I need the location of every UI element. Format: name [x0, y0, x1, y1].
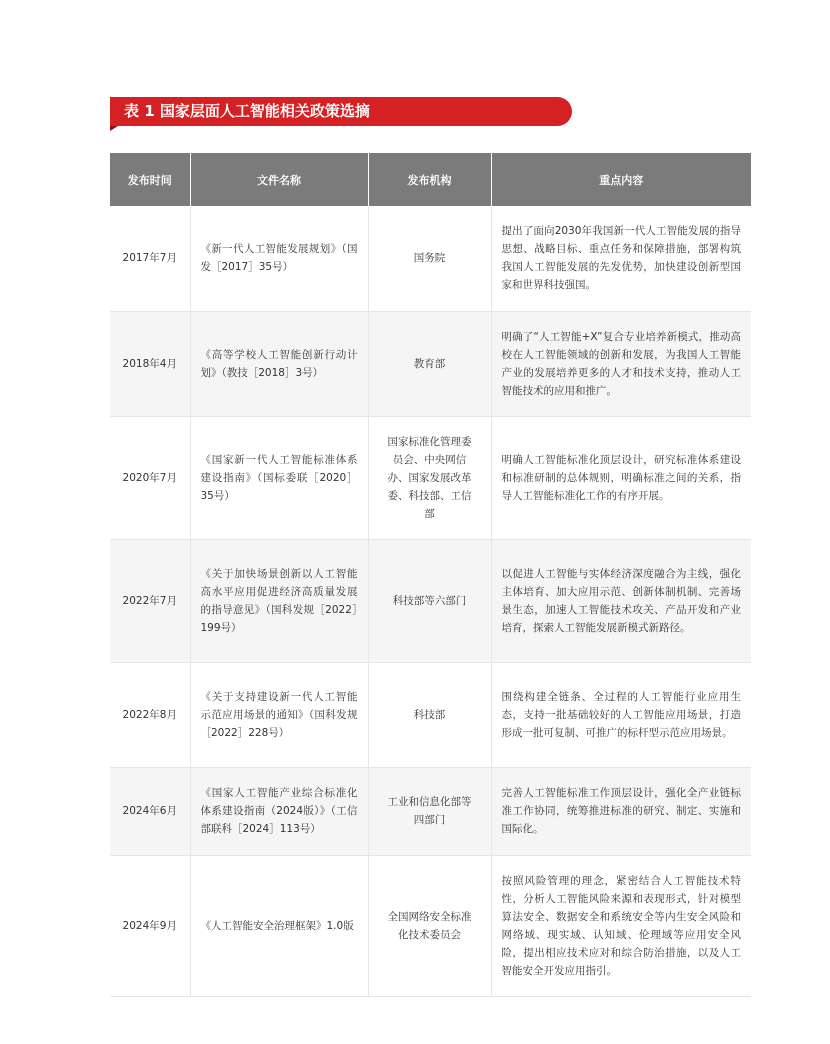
cell-issuing-agency: 国家标准化管理委员会、中央网信办、国家发展改革委、科技部、工信部 [368, 416, 491, 539]
header-row [110, 153, 751, 206]
cell-document-name: 《国家新一代人工智能标准体系建设指南》（国标委联［2020］35号） [190, 416, 368, 539]
cell-date: 2018年4月 [110, 311, 190, 416]
cell-issuing-agency: 全国网络安全标准化技术委员会 [368, 855, 491, 996]
table-row [110, 311, 751, 416]
cell-document-name: 《高等学校人工智能创新行动计划》（教技［2018］3号） [190, 311, 368, 416]
cell-document-name: 《关于支持建设新一代人工智能示范应用场景的通知》（国科发规［2022］228号） [190, 662, 368, 767]
cell-key-content: 围绕构建全链条、全过程的人工智能行业应用生态，支持一批基础较好的人工智能应用场景，打造形成一批可复制、可推广的标杆型示范应用场景。 [491, 662, 751, 767]
cell-key-content: 提出了面向2030年我国新一代人工智能发展的指导思想、战略目标、重点任务和保障措施，部署构筑我国人工智能发展的先发优势，加快建设创新型国家和世界科技强国。 [491, 206, 751, 311]
table-row [110, 767, 751, 855]
cell-document-name: 《国家人工智能产业综合标准化体系建设指南（2024版）》（工信部联科［2024］113号） [190, 767, 368, 855]
cell-key-content: 明确了“人工智能+X”复合专业培养新模式，推动高校在人工智能领域的创新和发展，为我国人工智能产业的发展培养更多的人才和技术支持，推动人工智能技术的应用和推广。 [491, 311, 751, 416]
table-title: 表 1 国家层面人工智能相关政策选摘 [124, 102, 370, 120]
table-row [110, 416, 751, 539]
cell-document-name: 《关于加快场景创新以人工智能高水平应用促进经济高质量发展的指导意见》（国科发规［2022］199号） [190, 539, 368, 662]
cell-issuing-agency: 科技部 [368, 662, 491, 767]
cell-key-content: 按照风险管理的理念，紧密结合人工智能技术特性，分析人工智能风险来源和表现形式，针对模型算法安全、数据安全和系统安全等内生安全风险和网络域、现实域、认知域、伦理域等应用安全风险，提出相应技术应对和综合防治措施，以及人工智能安全开发应用指引。 [491, 855, 751, 996]
table-row [110, 206, 751, 311]
table-row [110, 662, 751, 767]
cell-date: 2024年6月 [110, 767, 190, 855]
title-bar-fold [110, 126, 118, 131]
header-document-name: 文件名称 [190, 153, 368, 206]
cell-key-content: 以促进人工智能与实体经济深度融合为主线，强化主体培育、加大应用示范、创新体制机制、完善场景生态，加速人工智能技术攻关、产品开发和产业培育，探索人工智能发展新模式新路径。 [491, 539, 751, 662]
cell-date: 2020年7月 [110, 416, 190, 539]
cell-date: 2022年7月 [110, 539, 190, 662]
cell-date: 2017年7月 [110, 206, 190, 311]
policy-table [110, 153, 751, 997]
header-date: 发布时间 [110, 153, 190, 206]
cell-issuing-agency: 科技部等六部门 [368, 539, 491, 662]
cell-date: 2022年8月 [110, 662, 190, 767]
cell-issuing-agency: 教育部 [368, 311, 491, 416]
cell-key-content: 明确人工智能标准化顶层设计，研究标准体系建设和标准研制的总体规则，明确标准之间的关系，指导人工智能标准化工作的有序开展。 [491, 416, 751, 539]
header-issuing-agency: 发布机构 [368, 153, 491, 206]
cell-issuing-agency: 国务院 [368, 206, 491, 311]
cell-date: 2024年9月 [110, 855, 190, 996]
header-key-content: 重点内容 [491, 153, 751, 206]
table-row [110, 539, 751, 662]
table-header [110, 153, 751, 206]
cell-document-name: 《新一代人工智能发展规划》（国发［2017］35号） [190, 206, 368, 311]
cell-document-name: 《人工智能安全治理框架》1.0版 [190, 855, 368, 996]
cell-issuing-agency: 工业和信息化部等四部门 [368, 767, 491, 855]
table-title-banner [110, 97, 572, 129]
cell-key-content: 完善人工智能标准工作顶层设计，强化全产业链标准工作协同，统筹推进标准的研究、制定、实施和国际化。 [491, 767, 751, 855]
table-row [110, 855, 751, 996]
table-body [110, 206, 751, 996]
